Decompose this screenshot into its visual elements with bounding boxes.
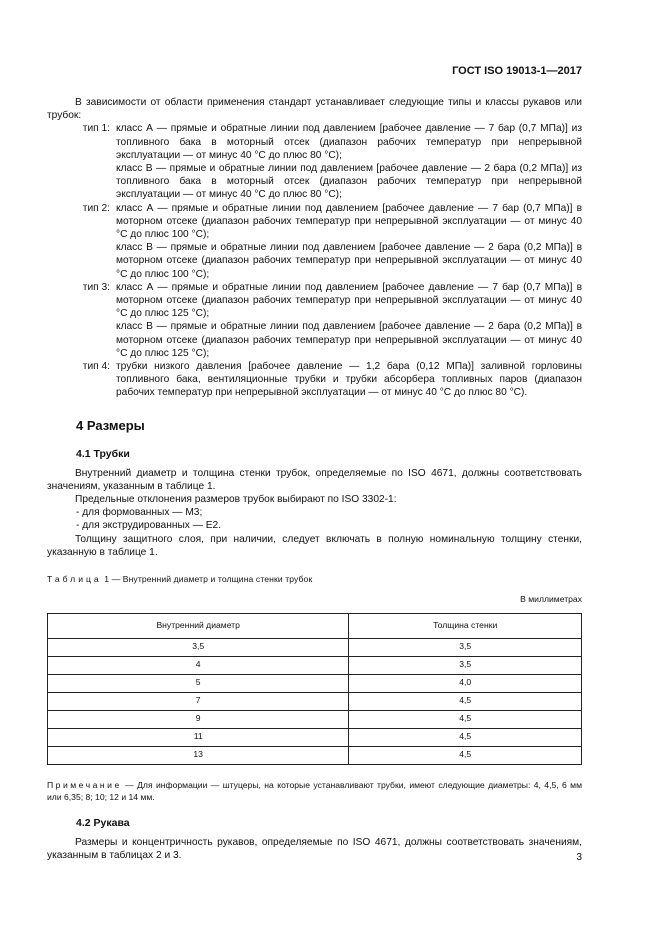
type-body	[116, 202, 582, 281]
cell-inner-diameter: 13	[48, 746, 349, 764]
dimensions-table	[47, 613, 582, 765]
table-note	[47, 779, 582, 803]
section-4-1-paragraph-2: Предельные отклонения размеров трубок выбирают по ISO 3302-1:	[75, 494, 397, 506]
section-4-1-paragraph-1: Внутренний диаметр и толщина стенки трубок, определяемые по ISO 4671, должны соответствовать значениям, указанным в таблице 1.	[47, 467, 582, 492]
type-label: тип 4:	[82, 361, 110, 373]
list-item: - для экструдированных — Е2.	[76, 520, 222, 532]
type-label: тип 1:	[82, 123, 110, 135]
note-text: — Для информации — штуцеры, на которые устанавливают трубки, имеют следующие диаметры: 4, 4,5, 6 мм или 6,35; 8; 10; 12 и 14 мм.	[47, 779, 582, 802]
type-body	[116, 281, 582, 360]
list-item: - для формованных — М3;	[76, 507, 203, 519]
type-class-text: класс А — прямые и обратные линии под давлением [рабочее давление — 7 бар (0,7 МПа)] из топливного бака в моторный отсек (диапазон рабочих температур при непрерывной эксплуатации — от минус 40 °С до плюс 80 °С);	[116, 123, 582, 161]
cell-inner-diameter: 5	[48, 674, 349, 692]
cell-wall-thickness: 3,5	[349, 638, 582, 656]
table-row	[48, 746, 582, 764]
cell-wall-thickness: 4,0	[349, 674, 582, 692]
section-4-2-paragraph: Размеры и концентричность рукавов, определяемые по ISO 4671, должны соответствовать значениям, указанным в таблицах 2 и 3.	[47, 836, 582, 861]
cell-wall-thickness: 3,5	[349, 656, 582, 674]
header-inner-diameter: Внутренний диаметр	[48, 613, 349, 638]
section-4-heading: 4 Размеры	[76, 417, 145, 433]
table-row	[48, 728, 582, 746]
section-4-1-heading: 4.1 Трубки	[76, 447, 130, 460]
type-class-text: класс В — прямые и обратные линии под давлением [рабочее давление — 2 бара (0,2 МПа)] из топливного бака в моторный отсек (диапазон рабочих температур при непрерывной эксплуатации — от минус 40 °С до плюс 80 °С);	[116, 163, 582, 201]
table-caption-text: 1 — Внутренний диаметр и толщина стенки трубок	[104, 574, 313, 585]
cell-wall-thickness: 4,5	[349, 692, 582, 710]
cell-inner-diameter: 3,5	[48, 638, 349, 656]
table-row	[48, 656, 582, 674]
table-row	[48, 638, 582, 656]
table-units: В миллиметрах	[520, 594, 582, 605]
section-4-1-paragraph-3: Толщину защитного слоя, при наличии, следует включать в полную номинальную толщину стенки, указанную в таблице 1.	[47, 533, 582, 558]
type-body	[116, 122, 582, 201]
cell-wall-thickness: 4,5	[349, 710, 582, 728]
page-content	[47, 96, 582, 862]
type-class-text: класс В — прямые и обратные линии под давлением [рабочее давление — 2 бара (0,2 МПа)] в моторном отсеке (диапазон рабочих температур при непрерывной эксплуатации — от минус 40 °С до плюс 100 °С);	[116, 242, 582, 280]
table-header-row	[48, 613, 582, 638]
type-label: тип 2:	[82, 202, 110, 214]
type-block	[47, 202, 582, 281]
type-class-text: класс В — прямые и обратные линии под давлением [рабочее давление — 2 бара (0,2 МПа)] в моторном отсеке (диапазон рабочих температур при непрерывной эксплуатации — от минус 40 °С до плюс 125 °С);	[116, 321, 582, 359]
document-header: ГОСТ ISO 19013-1—2017	[452, 65, 582, 77]
cell-wall-thickness: 4,5	[349, 728, 582, 746]
type-body	[116, 360, 582, 400]
table-row	[48, 692, 582, 710]
types-list	[47, 122, 582, 399]
cell-wall-thickness: 4,5	[349, 746, 582, 764]
cell-inner-diameter: 7	[48, 692, 349, 710]
cell-inner-diameter: 9	[48, 710, 349, 728]
header-wall-thickness: Толщина стенки	[349, 613, 582, 638]
cell-inner-diameter: 11	[48, 728, 349, 746]
table-caption-word: Таблица	[47, 574, 102, 585]
table-row	[48, 710, 582, 728]
table-row	[48, 674, 582, 692]
intro-paragraph: В зависимости от области применения стандарт устанавливает следующие типы и классы рукавов или трубок:	[47, 97, 582, 122]
table-body	[48, 638, 582, 764]
cell-inner-diameter: 4	[48, 656, 349, 674]
type-block	[47, 360, 582, 400]
type-block	[47, 122, 582, 201]
type-block	[47, 281, 582, 360]
section-4-2-heading: 4.2 Рукава	[76, 816, 130, 829]
note-label: Примечание	[47, 779, 122, 790]
page-number: 3	[576, 852, 582, 863]
type-class-text: класс А — прямые и обратные линии под давлением [рабочее давление — 7 бар (0,7 МПа)] в моторном отсеке (диапазон рабочих температур при непрерывной эксплуатации — от минус 40 °С до плюс 100 °С);	[116, 202, 582, 241]
type-class-text: класс А — прямые и обратные линии под давлением [рабочее давление — 7 бар (0,7 МПа)] в моторном отсеке (диапазон рабочих температур при непрерывной эксплуатации — от минус 40 °С до плюс 125 °С);	[116, 281, 582, 320]
table-caption	[47, 573, 582, 586]
type-class-text: трубки низкого давления [рабочее давление — 1,2 бара (0,12 МПа)] заливной горловины топливного бака, вентиляционные трубки и трубки абсорбера топливных паров (диапазон рабочих температур при непрерывной эксплуатации — от минус 40 °С до плюс 80 °С).	[116, 361, 582, 399]
type-label: тип 3:	[82, 281, 110, 293]
